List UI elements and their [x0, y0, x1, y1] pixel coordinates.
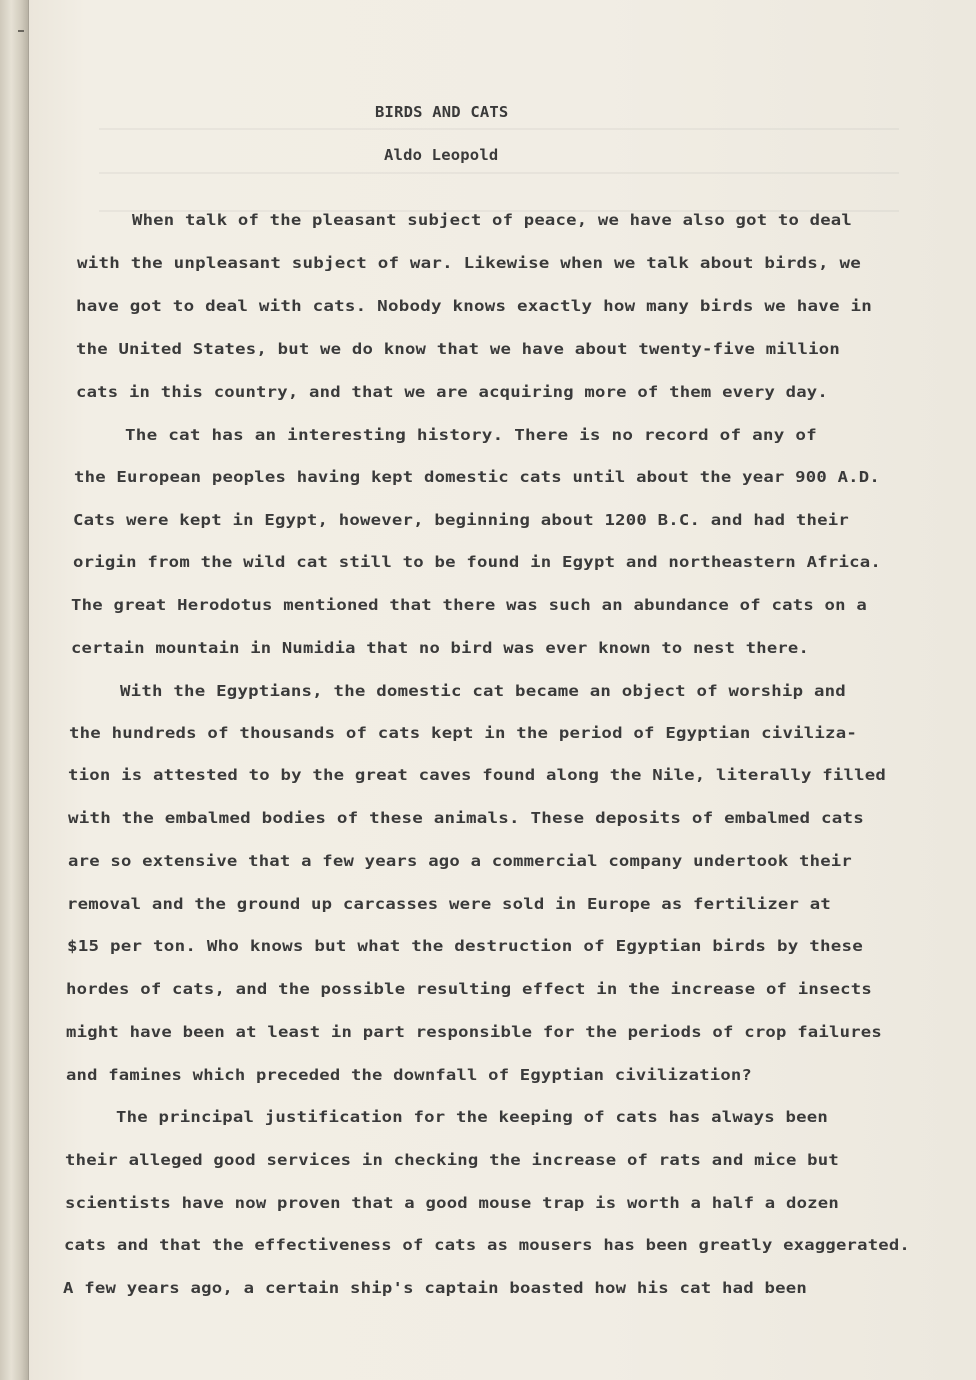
text-line: origin from the wild cat still to be found in Egypt and northeastern Africa. [73, 553, 881, 571]
text-line: their alleged good services in checking the increase of rats and mice but [65, 1151, 839, 1169]
text-line: with the embalmed bodies of these animals. These deposits of embalmed cats [68, 809, 864, 827]
text-line: tion is attested to by the great caves found along the Nile, literally filled [68, 766, 886, 784]
text-line: The cat has an interesting history. There is no record of any of [125, 426, 817, 444]
text-line: The great Herodotus mentioned that there was such an abundance of cats on a [71, 596, 867, 614]
text-line: the European peoples having kept domestic cats until about the year 900 A.D. [74, 468, 880, 486]
text-line: have got to deal with cats. Nobody knows exactly how many birds we have in [76, 297, 872, 315]
text-line: A few years ago, a certain ship's captain boasted how his cat had been [63, 1279, 807, 1297]
text-line: cats and that the effectiveness of cats as mousers has been greatly exaggerated. [64, 1236, 910, 1254]
text-line: the hundreds of thousands of cats kept in the period of Egyptian civiliza- [69, 724, 857, 742]
text-line: scientists have now proven that a good mouse trap is worth a half a dozen [65, 1194, 839, 1212]
text-line: The principal justification for the keeping of cats has always been [116, 1108, 828, 1126]
text-line: $15 per ton. Who knows but what the destruction of Egyptian birds by these [67, 937, 863, 955]
text-line: with the unpleasant subject of war. Likewise when we talk about birds, we [77, 254, 861, 272]
text-line: might have been at least in part responsible for the periods of crop failures [66, 1023, 883, 1041]
text-line: are so extensive that a few years ago a commercial company undertook their [68, 852, 852, 870]
document-title: BIRDS AND CATS [375, 103, 509, 121]
text-line: Cats were kept in Egypt, however, beginning about 1200 B.C. and had their [73, 511, 849, 529]
binding-mark [18, 30, 24, 32]
text-line: certain mountain in Numidia that no bird was ever known to nest there. [71, 639, 809, 657]
show-through-line [99, 128, 899, 130]
text-line: and famines which preceded the downfall of Egyptian civilization? [66, 1066, 752, 1084]
binding-edge [0, 0, 29, 1380]
text-line: the United States, but we do know that we have about twenty-five million [76, 340, 840, 358]
text-line: cats in this country, and that we are acquiring more of them every day. [76, 383, 828, 401]
text-line: hordes of cats, and the possible resulting effect in the increase of insects [66, 980, 872, 998]
show-through-line [99, 172, 899, 174]
text-line: When talk of the pleasant subject of peace, we have also got to deal [132, 211, 852, 229]
document-author: Aldo Leopold [384, 146, 499, 164]
text-line: removal and the ground up carcasses were sold in Europe as fertilizer at [67, 895, 831, 913]
text-line: With the Egyptians, the domestic cat became an object of worship and [120, 682, 846, 700]
